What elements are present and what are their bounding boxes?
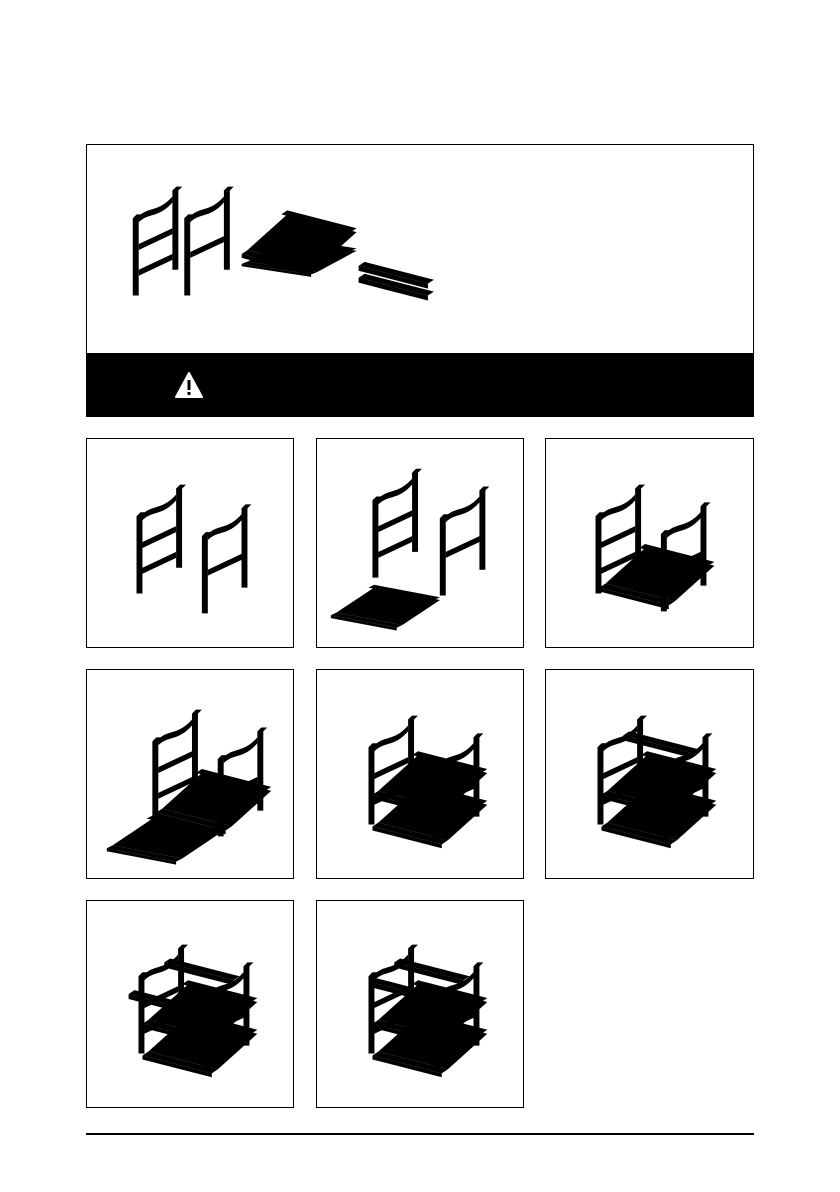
step-4-panel [86, 669, 294, 879]
step-3-illustration [546, 439, 753, 647]
step-2-panel [316, 438, 524, 648]
parts-overview-panel [86, 144, 754, 354]
step-8-illustration [317, 901, 523, 1107]
step-5-panel [316, 669, 524, 879]
step-1-panel [86, 438, 294, 648]
step-7-panel [86, 900, 294, 1108]
warning-bar [86, 354, 754, 417]
footer-rule [86, 1133, 754, 1135]
step-7-illustration [87, 901, 293, 1107]
parts-illustration [87, 145, 753, 353]
side-frame-left [133, 187, 183, 296]
step-1-illustration [87, 439, 293, 647]
side-frame-right [184, 187, 234, 296]
step-5-illustration [317, 670, 523, 878]
step-4-illustration [87, 670, 293, 878]
step-3-panel [545, 438, 754, 648]
step-6-illustration [546, 670, 753, 878]
step-2-illustration [317, 439, 523, 647]
warning-triangle-icon [174, 371, 204, 399]
step-8-panel [316, 900, 524, 1108]
step-6-panel [545, 669, 754, 879]
